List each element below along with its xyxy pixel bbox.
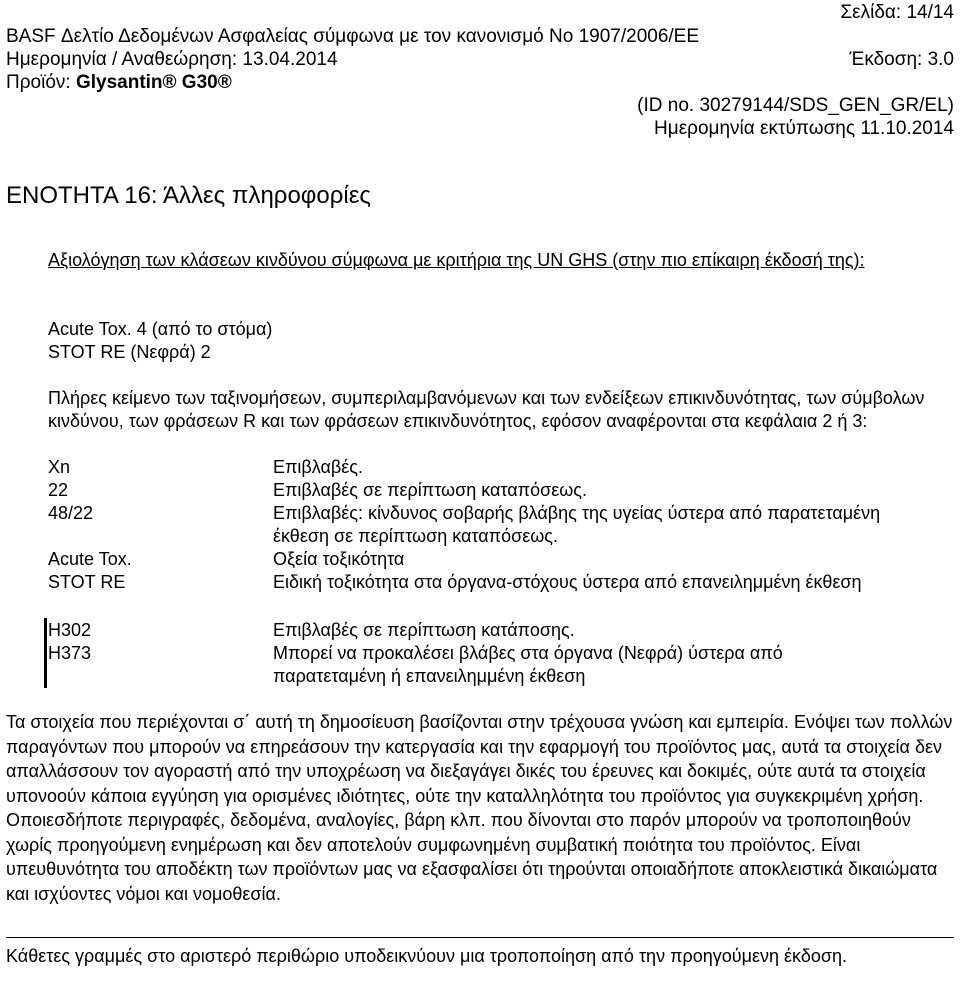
phrase-code: 48/22 (48, 503, 94, 523)
product-label: Προϊόν: (6, 72, 76, 93)
fulltext-intro: Πλήρες κείμενο των ταξινομήσεων, συμπεριλαμβανόμενων και των ενδείξεων επικινδυνότητας, των σύμβολων κινδύνου, των φράσεων R και των φράσεων επικινδυνότητος, εφόσον αναφέρονται στα κεφάλαια 2 ή 3: (48, 388, 925, 431)
phrase-code: H302 (48, 620, 92, 640)
phrase-text: Επιβλαβές σε περίπτωση κατάποσης. (273, 620, 575, 640)
disclaimer-paragraph: Τα στοιχεία που περιέχονται σ΄ αυτή τη δημοσίευση βασίζονται στην τρέχουσα γνώση και εμπειρία. Ενόψει των πολλών παραγόντων που μπορούν να επηρεάσουν την κατεργασία και την εφαρμογή του προϊόντος μας, αυτά τα στοιχεία δεν απαλλάσσουν τον αγοραστή από την υποχρέωση να διεξαγάγει δικές του έρευνες και δοκιμές, ούτε αυτά τα στοιχεία υπονοούν κάποια εγγύηση για ορισμένες ιδιότητες, ούτε την καταλληλότητα του προϊόντος για συγκεκριμένη χρήση. Οποιεσδήποτε περιγραφές, δεδομένα, αναλογίες, βάρη κλπ. που δίνονται στο παρόν μπορούν να τροποποιηθούν χωρίς προηγούμενη ενημέρωση και δεν αποτελούν συμφωνημένη συμβατική ποιότητα του προϊόντος. Είναι υπευθυνότητα του αποδέκτη των προϊόντων μας να εξασφαλίσει ότι τηρούνται οποιαδήποτε αποκλειστικά δικαιώματα και ισχύοντες νόμοι και νομοθεσία. (6, 712, 953, 904)
phrase-text: Οξεία τοξικότητα (273, 549, 405, 569)
footer-divider (6, 937, 954, 938)
phrase-text: Επιβλαβές: κίνδυνος σοβαρής βλάβης της υγείας ύστερα από παρατεταμένη έκθεση σε περίπτωση καταπόσεως. (273, 503, 881, 546)
phrase-text: Μπορεί να προκαλέσει βλάβες στα όργανα (Νεφρά) ύστερα από παρατεταμένη ή επανειλημμένη έκθεση (273, 643, 783, 686)
print-date: Ημερομηνία εκτύπωσης 11.10.2014 (654, 118, 954, 139)
phrase-code: STOT RE (48, 572, 126, 592)
footer-note: Κάθετες γραμμές στο αριστερό περιθώριο υποδεικνύουν μια τροποποίηση από την προηγούμενη έκδοση. (6, 946, 847, 966)
product-line (6, 72, 232, 94)
version: Έκδοση: 3.0 (849, 49, 954, 70)
phrase-code: H373 (48, 643, 92, 663)
phrase-text: Ειδική τοξικότητα στα όργανα-στόχους ύστερα από επανειλημμένη έκθεση (273, 572, 862, 592)
phrase-text: Επιβλαβές σε περίπτωση καταπόσεως. (273, 480, 587, 500)
phrase-code: 22 (48, 480, 69, 500)
phrase-code: Xn (48, 457, 71, 477)
revision-date: Ημερομηνία / Αναθεώρηση: 13.04.2014 (6, 49, 338, 70)
ghs-class-2: STOT RE (Νεφρά) 2 (48, 342, 211, 362)
phrase-text: Επιβλαβές. (273, 457, 363, 477)
product-name: Glysantin® G30® (75, 72, 232, 93)
ghs-class-1: Acute Tox. 4 (από το στόμα) (48, 319, 273, 339)
ghs-intro: Αξιολόγηση των κλάσεων κινδύνου σύμφωνα με κριτήρια της UN GHS (στην πιο επίκαιρη έκδοσή της): (48, 250, 865, 270)
document-title: BASF Δελτίο Δεδομένων Ασφαλείας σύμφωνα με τον κανονισμό No 1907/2006/ΕΕ (6, 26, 700, 47)
revision-bar (44, 618, 47, 688)
page-number: Σελίδα: 14/14 (840, 2, 954, 23)
phrase-code: Acute Tox. (48, 549, 132, 569)
section-title: ΕΝΟΤΗΤΑ 16: Άλλες πληροφορίες (6, 182, 371, 209)
id-number: (ID no. 30279144/SDS_GEN_GR/EL) (637, 95, 954, 116)
